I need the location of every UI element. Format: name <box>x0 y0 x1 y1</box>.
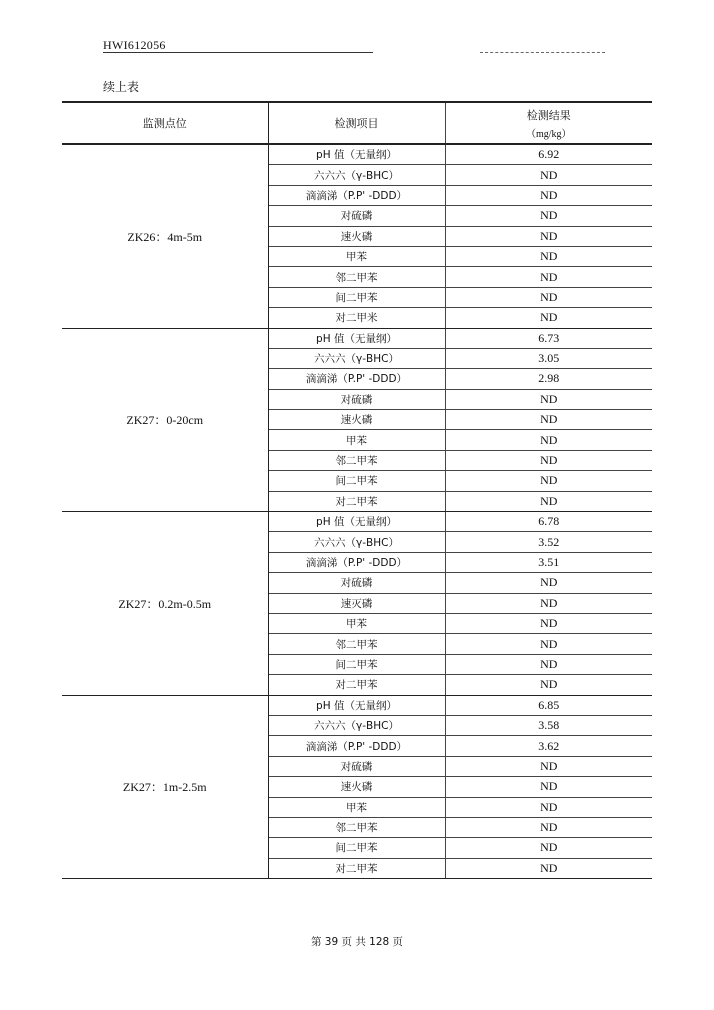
test-result: ND <box>445 389 652 409</box>
test-item: pH 值（无量纲） <box>268 512 445 532</box>
test-item: 邻二甲苯 <box>268 450 445 470</box>
document-id: HWI612056 <box>103 38 166 52</box>
test-result: ND <box>445 613 652 633</box>
test-result: ND <box>445 491 652 511</box>
test-item: 六六六（γ-BHC） <box>268 715 445 735</box>
test-item: 六六六（γ-BHC） <box>268 165 445 185</box>
test-result: 6.78 <box>445 512 652 532</box>
test-item: 对二甲苯 <box>268 675 445 695</box>
test-result: ND <box>445 593 652 613</box>
test-item: 对二甲苯 <box>268 491 445 511</box>
test-item: 邻二甲苯 <box>268 817 445 837</box>
test-item: 速火磷 <box>268 226 445 246</box>
test-result: ND <box>445 573 652 593</box>
test-item: 间二甲苯 <box>268 838 445 858</box>
test-result: ND <box>445 838 652 858</box>
test-item: 间二甲苯 <box>268 471 445 491</box>
column-header-location: 监测点位 <box>62 102 268 144</box>
table-row <box>62 512 652 532</box>
test-item: 间二甲苯 <box>268 654 445 674</box>
results-table <box>62 101 652 879</box>
test-result: 3.05 <box>445 348 652 368</box>
test-result: ND <box>445 308 652 328</box>
continued-label: 续上表 <box>103 80 140 94</box>
test-result: ND <box>445 267 652 287</box>
monitoring-location: ZK27：1m-2.5m <box>62 695 268 879</box>
table-row <box>62 144 652 165</box>
test-item: 甲苯 <box>268 797 445 817</box>
test-item: 甲苯 <box>268 613 445 633</box>
test-result: ND <box>445 226 652 246</box>
test-result: 3.62 <box>445 736 652 756</box>
test-item: 邻二甲苯 <box>268 634 445 654</box>
test-result: ND <box>445 777 652 797</box>
test-result: ND <box>445 246 652 266</box>
test-result: ND <box>445 430 652 450</box>
test-result: ND <box>445 654 652 674</box>
test-result: ND <box>445 185 652 205</box>
column-header-result-unit: （mg/kg） <box>525 128 572 140</box>
test-result: 3.58 <box>445 715 652 735</box>
test-result: 6.92 <box>445 144 652 165</box>
test-result: ND <box>445 410 652 430</box>
monitoring-location: ZK27：0-20cm <box>62 328 268 512</box>
test-item: 对硫磷 <box>268 389 445 409</box>
test-item: 滴滴涕（P.P' -DDD） <box>268 736 445 756</box>
test-item: pH 值（无量纲） <box>268 144 445 165</box>
test-result: ND <box>445 287 652 307</box>
test-item: 速灭磷 <box>268 593 445 613</box>
column-header-result <box>445 102 652 144</box>
monitoring-location: ZK26：4m-5m <box>62 144 268 328</box>
test-result: ND <box>445 471 652 491</box>
test-result: ND <box>445 675 652 695</box>
test-item: 邻二甲苯 <box>268 267 445 287</box>
table-header-row <box>62 102 652 144</box>
table-body <box>62 144 652 879</box>
header-rule-dashed <box>480 52 605 53</box>
test-item: pH 值（无量纲） <box>268 695 445 715</box>
test-result: 3.51 <box>445 552 652 572</box>
test-result: ND <box>445 858 652 878</box>
column-header-result-title: 检测结果 <box>526 108 571 122</box>
test-item: 间二甲苯 <box>268 287 445 307</box>
test-item: 滴滴涕（P.P' -DDD） <box>268 369 445 389</box>
test-result: ND <box>445 756 652 776</box>
table-row <box>62 328 652 348</box>
test-item: 滴滴涕（P.P' -DDD） <box>268 185 445 205</box>
test-item: 甲苯 <box>268 430 445 450</box>
test-result: 6.85 <box>445 695 652 715</box>
test-item: pH 值（无量纲） <box>268 328 445 348</box>
monitoring-location: ZK27：0.2m-0.5m <box>62 512 268 696</box>
test-item: 甲苯 <box>268 246 445 266</box>
header-rule <box>103 52 373 53</box>
test-item: 对硫磷 <box>268 756 445 776</box>
table-row <box>62 695 652 715</box>
test-item: 六六六（γ-BHC） <box>268 348 445 368</box>
test-item: 对硫磷 <box>268 206 445 226</box>
test-result: ND <box>445 817 652 837</box>
test-item: 速火磷 <box>268 777 445 797</box>
test-result: ND <box>445 206 652 226</box>
test-item: 对二甲苯 <box>268 858 445 878</box>
test-item: 对二甲米 <box>268 308 445 328</box>
page-number: 第 39 页 共 128 页 <box>310 936 404 948</box>
test-item: 对硫磷 <box>268 573 445 593</box>
test-item: 六六六（γ-BHC） <box>268 532 445 552</box>
column-header-item: 检测项目 <box>268 102 445 144</box>
test-result: 2.98 <box>445 369 652 389</box>
test-result: 6.73 <box>445 328 652 348</box>
test-result: ND <box>445 450 652 470</box>
test-item: 速火磷 <box>268 410 445 430</box>
test-result: ND <box>445 797 652 817</box>
test-result: ND <box>445 634 652 654</box>
test-result: ND <box>445 165 652 185</box>
test-item: 滴滴涕（P.P' -DDD） <box>268 552 445 572</box>
test-result: 3.52 <box>445 532 652 552</box>
